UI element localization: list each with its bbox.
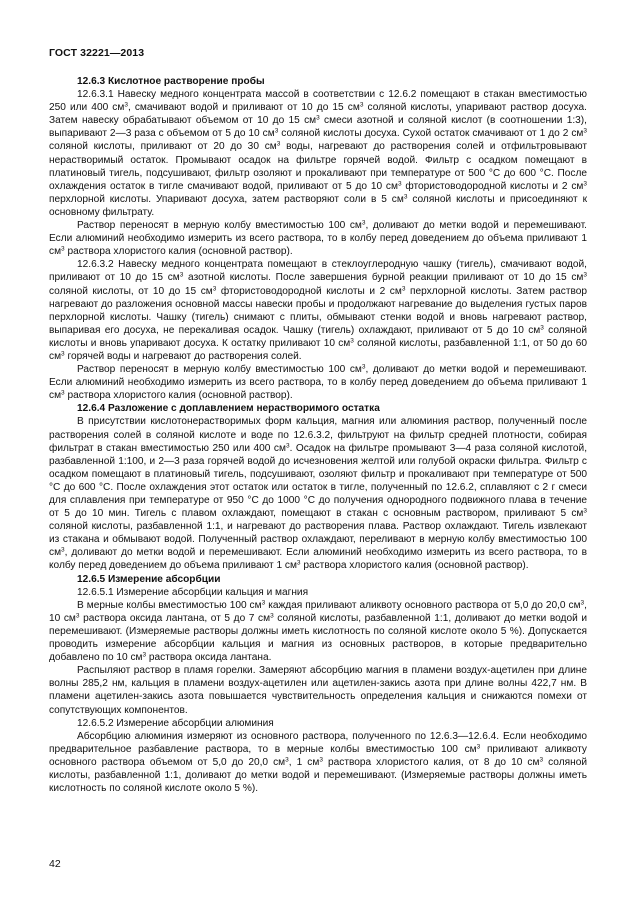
subsection-heading: 12.6.5.1 Измерение абсорбции кальция и магния — [77, 586, 309, 598]
document-body — [49, 75, 587, 795]
paragraph: Раствор переносят в мерную колбу вместимостью 100 $см^3$, доливают до метки водой и перемешивают. Если алюминий необходимо измерить из всего раствора, то в колбу перед доведением до объема приливают 1 $см^3$ раствора хлористого калия (основной раствор). — [49, 363, 587, 402]
paragraph: В мерные колбы вместимостью 100 $см^3$ каждая приливают аликвоту основного раствора от 5,0 до 20,0 $см^3$, 10 $см^3$ раствора оксида лантана, от 5 до 7 $см^3$ соляной кислоты, разбавленной 1:1, доливают до метки водой и перемешивают. (Измеряемые растворы должны иметь кислотность по соляной кислоте около 5 %). Допускается проводить измерение абсорбции кальция и магния из основных растворов, в которые предварительно добавлено по 10 $см^3$ раствора оксида лантана. — [49, 599, 587, 664]
paragraph: В присутствии кислотонерастворимых форм кальция, магния или алюминия раствор, полученный после растворения солей в соляной кислоте и воде по 12.6.3.2, фильтруют на фильтр средней плотности, собирая фильтрат в стакан вместимостью 250 или 400 $см^3$. Осадок на фильтре промывают 3—4 раза соляной кислотой, разбавленной 1:100, и 2—3 раза горячей водой до исчезновения желтой или голубой окраски фильтра. Фильтр с осадком помещают в платиновый тигель, подсушивают, озоляют фильтр и прокаливают при температуре от 500 °С до 600 °С. После охлаждения этот остаток или остаток в тигле, полученный по 12.6.2, сплавляют с 2 г смеси для сплавления при температуре от 950 °С до 1000 °С до получения однородного подвижного плава в течение от 5 до 10 мин. Тигель с плавом охлаждают, помещают в стакан с основным раствором, приливают 5 $см^3$ соляной кислоты, разбавленной 1:1, и нагревают до растворения плава. Раствор охлаждают. Тигель извлекают из стакана и обмывают водой. Полученный раствор охлаждают, переливают в мерную колбу вместимостью 100 $см^3$, доливают до метки водой и перемешивают. Если алюминий необходимо измерить из всего раствора, то в колбу перед доведением до объема приливают 1 $см^3$ раствора хлористого калия (основной раствор). — [49, 416, 588, 572]
paragraph: 12.6.3.1 Навеску медного концентрата массой в соответствии с 12.6.2 помещают в стакан вместимостью 250 или 400 $см^3$, смачивают водой и приливают от 10 до 15 $см^3$ соляной кислоты, упаривают раствор досуха. Затем навеску обрабатывают объемом от 10 до 15 $см^3$ смеси азотной и соляной кислот (в соотношении 1:3), выпаривают 2—3 раза с объемом от 5 до 10 $см^3$ соляной кислоты досуха. Сухой остаток смачивают от 1 до 2 $см^3$ соляной кислоты, приливают от 20 до 30 $см^3$ воды, нагревают до растворения солей и отфильтровывают нерастворимый остаток. Промывают осадок на фильтре горячей водой. Фильтр с осадком помещают в платиновый тигель, подсушивают, фильтр озоляют и прокаливают при температуре от 500 °С до 600 °С. После охлаждения остаток в тигле смачивают водой, приливают от 5 до 10 $см^3$ фтористоводородной кислоты и 2 $см^3$ перхлорной кислоты. Упаривают досуха, затем растворяют соли в 5 $см^3$ соляной кислоты и присоединяют к основному фильтрату. — [49, 89, 587, 218]
section-heading: 12.6.3 Кислотное растворение пробы — [77, 76, 265, 87]
paragraph: Абсорбцию алюминия измеряют из основного раствора, полученного по 12.6.3—12.6.4. Если необходимо предварительное разбавление раствора, то в мерные колбы вместимостью 100 $см^3$ приливают аликвоту основного раствора объемом от 5,0 до 20,0 $см^3$, 1 $см^3$ раствора хлористого калия, от 8 до 10 $см^3$ соляной кислоты, разбавленной 1:1, доливают до метки водой и перемешивают. (Измеряемые растворы должны иметь кислотность по соляной кислоте около 5 %). — [49, 730, 587, 795]
paragraph: Распыляют раствор в пламя горелки. Замеряют абсорбцию магния в пламени воздух-ацетилен при длине волны 285,2 нм, кальция в пламени воздух-ацетилен или ацетилен-закись азота при длине волны 422,7 нм. В пламени ацетилен-закись азота повышается чувствительность определения кальция и снижаются помехи от сопутствующих компонентов. — [49, 665, 587, 716]
page-number: 42 — [49, 858, 61, 870]
document-header: ГОСТ 32221—2013 — [49, 47, 145, 59]
subsection-heading: 12.6.5.2 Измерение абсорбции алюминия — [77, 717, 274, 729]
paragraph: 12.6.3.2 Навеску медного концентрата помещают в стеклоуглеродную чашку (тигель), смачивают водой, приливают от 10 до 15 $см^3$ азотной кислоты. После завершения бурной реакции приливают от 10 до 15 $см^3$ соляной кислоты, от 10 до 15 $см^3$ фтористоводородной кислоты и 2 $см^3$ перхлорной кислоты. Затем раствор нагревают до разложения основной массы навески пробы и продолжают нагревание до выделения густых паров перхлорной кислоты. Чашку (тигель) снимают с плиты, обмывают стенки водой и вновь нагревают раствор, выпаривая его досуха, не перекаливая осадок. Чашку (тигель) охлаждают, приливают от 5 до 10 $см^3$ соляной кислоты и вновь упаривают досуха. К остатку приливают 10 $см^3$ соляной кислоты, разбавленной 1:1, от 50 до 60 $см^3$ горячей воды и нагревают до растворения солей. — [49, 259, 588, 362]
section-heading: 12.6.5 Измерение абсорбции — [77, 573, 221, 585]
section-heading: 12.6.4 Разложение с доплавлением нерастворимого остатка — [77, 403, 380, 415]
paragraph: Раствор переносят в мерную колбу вместимостью 100 $см^3$, доливают до метки водой и перемешивают. Если алюминий необходимо измерить из всего раствора, то в колбу перед доведением до объема приливают 1 $см^3$ раствора хлористого калия (основной раствор). — [49, 219, 587, 258]
